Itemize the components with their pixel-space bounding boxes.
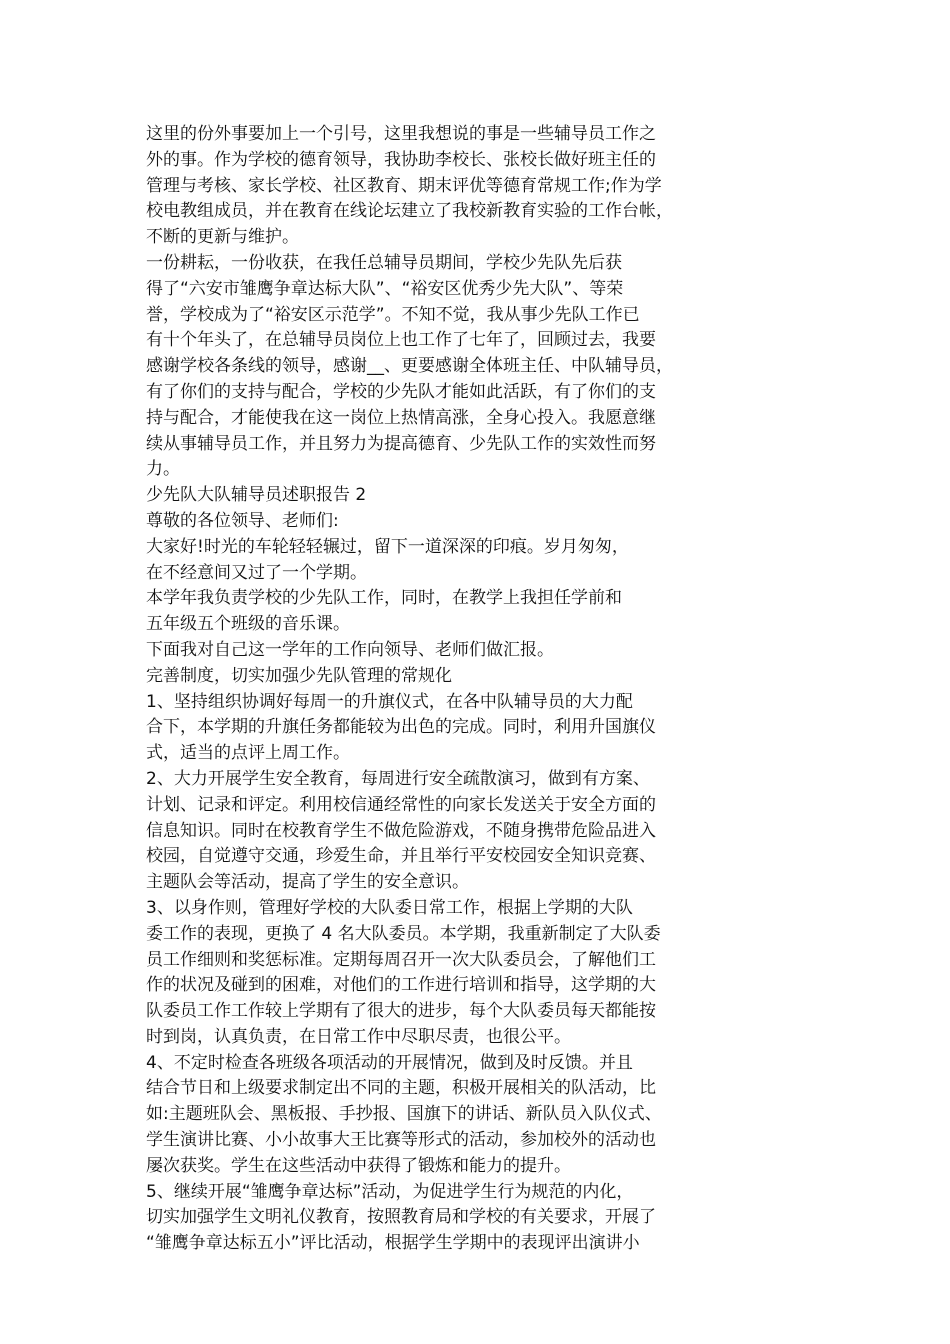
text-line: 感谢学校各条线的领导，感谢__、更要感谢全体班主任、中队辅导员， (146, 356, 673, 377)
text-line: 少先队大队辅导员述职报告 2 (146, 485, 367, 506)
text-line: 信息知识。同时在校教育学生不做危险游戏，不随身携带危险品进入 (146, 820, 656, 841)
text-line: 作的状况及碰到的困难，对他们的工作进行培训和指导，这学期的大 (146, 975, 656, 996)
text-line: 时到岗，认真负责，在日常工作中尽职尽责，也很公平。 (146, 1026, 571, 1047)
text-line: 外的事。作为学校的德育领导，我协助李校长、张校长做好班主任的 (146, 149, 656, 170)
text-line: 员工作细则和奖惩标准。定期每周召开一次大队委员会，了解他们工 (146, 949, 656, 970)
text-line: 一份耕耘，一份收获，在我任总辅导员期间，学校少先队先后获 (146, 252, 622, 273)
text-line: 有了你们的支持与配合，学校的少先队才能如此活跃，有了你们的支 (146, 381, 656, 402)
text-line: 4、不定时检查各班级各项活动的开展情况，做到及时反馈。并且 (146, 1052, 633, 1073)
text-line: 合下，本学期的升旗任务都能较为出色的完成。同时，利用升国旗仪 (146, 717, 656, 738)
text-line: 不断的更新与维护。 (146, 227, 299, 248)
text-line: 本学年我负责学校的少先队工作，同时，在教学上我担任学前和 (146, 588, 622, 609)
text-line: 誉，学校成为了“裕安区示范学”。不知不觉，我从事少先队工作已 (146, 304, 640, 325)
text-line: 完善制度，切实加强少先队管理的常规化 (146, 665, 452, 686)
text-line: 3、以身作则，管理好学校的大队委日常工作，根据上学期的大队 (146, 897, 633, 918)
text-line: 持与配合，才能使我在这一岗位上热情高涨，全身心投入。我愿意继 (146, 407, 656, 428)
text-line: 2、大力开展学生安全教育，每周进行安全疏散演习，做到有方案、 (146, 768, 650, 789)
text-line: 队委员工作工作较上学期有了很大的进步，每个大队委员每天都能按 (146, 1001, 656, 1022)
text-line: 屡次获奖。学生在这些活动中获得了锻炼和能力的提升。 (146, 1155, 571, 1176)
text-line: 结合节日和上级要求制定出不同的主题，积极开展相关的队活动，比 (146, 1078, 656, 1099)
text-line: 计划、记录和评定。利用校信通经常性的向家长发送关于安全方面的 (146, 794, 656, 815)
text-line: 力。 (146, 459, 180, 480)
text-line: 管理与考核、家长学校、社区教育、期末评优等德育常规工作;作为学 (146, 175, 662, 196)
text-line: 在不经意间又过了一个学期。 (146, 562, 367, 583)
text-line: 如:主题班队会、黑板报、手抄报、国旗下的讲话、新队员入队仪式、 (146, 1104, 662, 1125)
text-line: 大家好!时光的车轮轻轻辗过，留下一道深深的印痕。岁月匆匆， (146, 536, 629, 557)
text-line: 式，适当的点评上周工作。 (146, 743, 350, 764)
text-line: 1、坚持组织协调好每周一的升旗仪式，在各中队辅导员的大力配 (146, 691, 633, 712)
text-line: 下面我对自己这一学年的工作向领导、老师们做汇报。 (146, 639, 554, 660)
text-line: 校园，自觉遵守交通，珍爱生命，并且举行平安校园安全知识竞赛、 (146, 846, 656, 867)
text-line: 有十个年头了，在总辅导员岗位上也工作了七年了，回顾过去，我要 (146, 330, 656, 351)
text-line: 尊敬的各位领导、老师们: (146, 510, 339, 531)
text-line: 校电教组成员，并在教育在线论坛建立了我校新教育实验的工作台帐， (146, 201, 673, 222)
text-line: 得了“六安市雏鹰争章达标大队”、“裕安区优秀少先大队”、等荣 (146, 278, 624, 299)
text-line: 5、继续开展“雏鹰争章达标”活动，为促进学生行为规范的内化， (146, 1181, 634, 1202)
text-line: 这里的份外事要加上一个引号，这里我想说的事是一些辅导员工作之 (146, 124, 656, 144)
text-line: 切实加强学生文明礼仪教育，按照教育局和学校的有关要求，开展了 (146, 1207, 656, 1228)
document-body (146, 122, 746, 1257)
text-line: 五年级五个班级的音乐课。 (146, 614, 350, 635)
text-line: 委工作的表现，更换了 4 名大队委员。本学期，我重新制定了大队委 (146, 923, 661, 944)
text-line: 主题队会等活动，提高了学生的安全意识。 (146, 872, 469, 893)
text-line: 学生演讲比赛、小小故事大王比赛等形式的活动，参加校外的活动也 (146, 1130, 656, 1151)
text-line: “雏鹰争章达标五小”评比活动，根据学生学期中的表现评出演讲小 (146, 1233, 640, 1254)
text-line: 续从事辅导员工作，并且努力为提高德育、少先队工作的实效性而努 (146, 433, 656, 454)
